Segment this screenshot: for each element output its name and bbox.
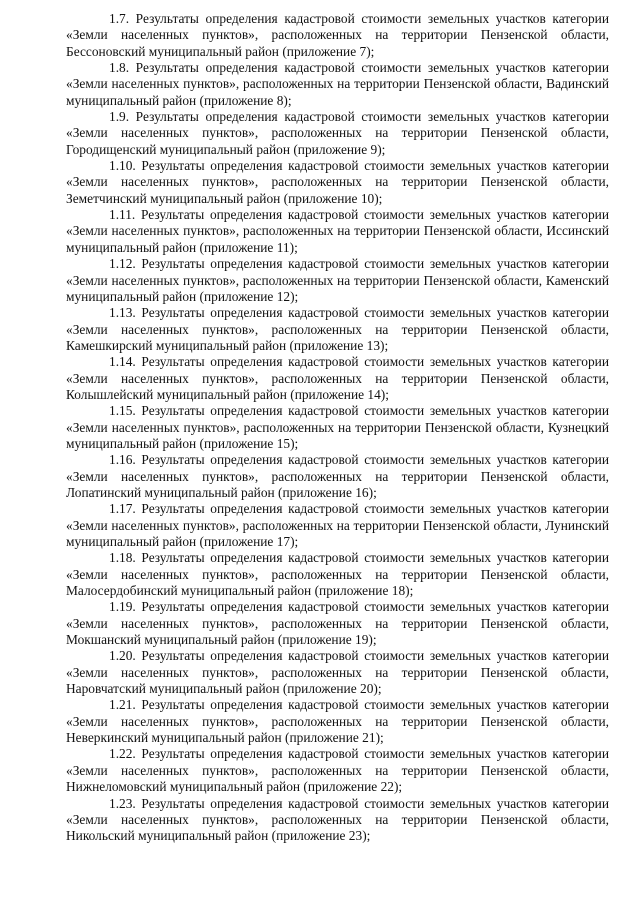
paragraph-1-8: 1.8. Результаты определения кадастровой стоимости земельных участков категории «Земли населенных пунктов», расположенных на территории Пензенской области, Вадинский муниципальный район (приложение 8); <box>66 60 609 108</box>
paragraph-1-16: 1.16. Результаты определения кадастровой стоимости земельных участков категории «Земли населенных пунктов», расположенных на территории Пензенской области, Лопатинский муниципальный район (приложение 16); <box>66 452 609 500</box>
paragraph-1-12: 1.12. Результаты определения кадастровой стоимости земельных участков категории «Земли населенных пунктов», расположенных на территории Пензенской области, Каменский муниципальный район (приложение 12); <box>66 256 609 304</box>
paragraph-1-23: 1.23. Результаты определения кадастровой стоимости земельных участков категории «Земли населенных пунктов», расположенных на территории Пензенской области, Никольский муниципальный район (приложение 23); <box>66 795 609 844</box>
paragraph-1-20: 1.20. Результаты определения кадастровой стоимости земельных участков категории «Земли населенных пунктов», расположенных на территории Пензенской области, Наровчатский муниципальный район (приложение 20); <box>66 648 609 697</box>
document-body <box>66 11 609 845</box>
paragraph-1-11: 1.11. Результаты определения кадастровой стоимости земельных участков категории «Земли населенных пунктов», расположенных на территории Пензенской области, Иссинский муниципальный район (приложение 11); <box>66 207 609 255</box>
paragraph-1-22: 1.22. Результаты определения кадастровой стоимости земельных участков категории «Земли населенных пунктов», расположенных на территории Пензенской области, Нижнеломовский муниципальный район (приложение 22); <box>66 746 609 795</box>
paragraph-1-7: 1.7. Результаты определения кадастровой стоимости земельных участков категории «Земли населенных пунктов», расположенных на территории Пензенской области, Бессоновский муниципальный район (приложение 7); <box>66 11 609 59</box>
paragraph-1-9: 1.9. Результаты определения кадастровой стоимости земельных участков категории «Земли населенных пунктов», расположенных на территории Пензенской области, Городищенский муниципальный район (приложение 9); <box>66 109 609 157</box>
paragraph-1-19: 1.19. Результаты определения кадастровой стоимости земельных участков категории «Земли населенных пунктов», расположенных на территории Пензенской области, Мокшанский муниципальный район (приложение 19); <box>66 599 609 648</box>
paragraph-1-13: 1.13. Результаты определения кадастровой стоимости земельных участков категории «Земли населенных пунктов», расположенных на территории Пензенской области, Камешкирский муниципальный район (приложение 13); <box>66 305 609 353</box>
paragraph-1-15: 1.15. Результаты определения кадастровой стоимости земельных участков категории «Земли населенных пунктов», расположенных на территории Пензенской области, Кузнецкий муниципальный район (приложение 15); <box>66 403 609 451</box>
paragraph-1-21: 1.21. Результаты определения кадастровой стоимости земельных участков категории «Земли населенных пунктов», расположенных на территории Пензенской области, Неверкинский муниципальный район (приложение 21); <box>66 697 609 746</box>
paragraph-1-17: 1.17. Результаты определения кадастровой стоимости земельных участков категории «Земли населенных пунктов», расположенных на территории Пензенской области, Лунинский муниципальный район (приложение 17); <box>66 501 609 549</box>
paragraph-1-10: 1.10. Результаты определения кадастровой стоимости земельных участков категории «Земли населенных пунктов», расположенных на территории Пензенской области, Земетчинский муниципальный район (приложение 10); <box>66 158 609 206</box>
paragraph-1-18: 1.18. Результаты определения кадастровой стоимости земельных участков категории «Земли населенных пунктов», расположенных на территории Пензенской области, Малосердобинский муниципальный район (приложение 18); <box>66 550 609 599</box>
paragraph-1-14: 1.14. Результаты определения кадастровой стоимости земельных участков категории «Земли населенных пунктов», расположенных на территории Пензенской области, Колышлейский муниципальный район (приложение 14); <box>66 354 609 402</box>
